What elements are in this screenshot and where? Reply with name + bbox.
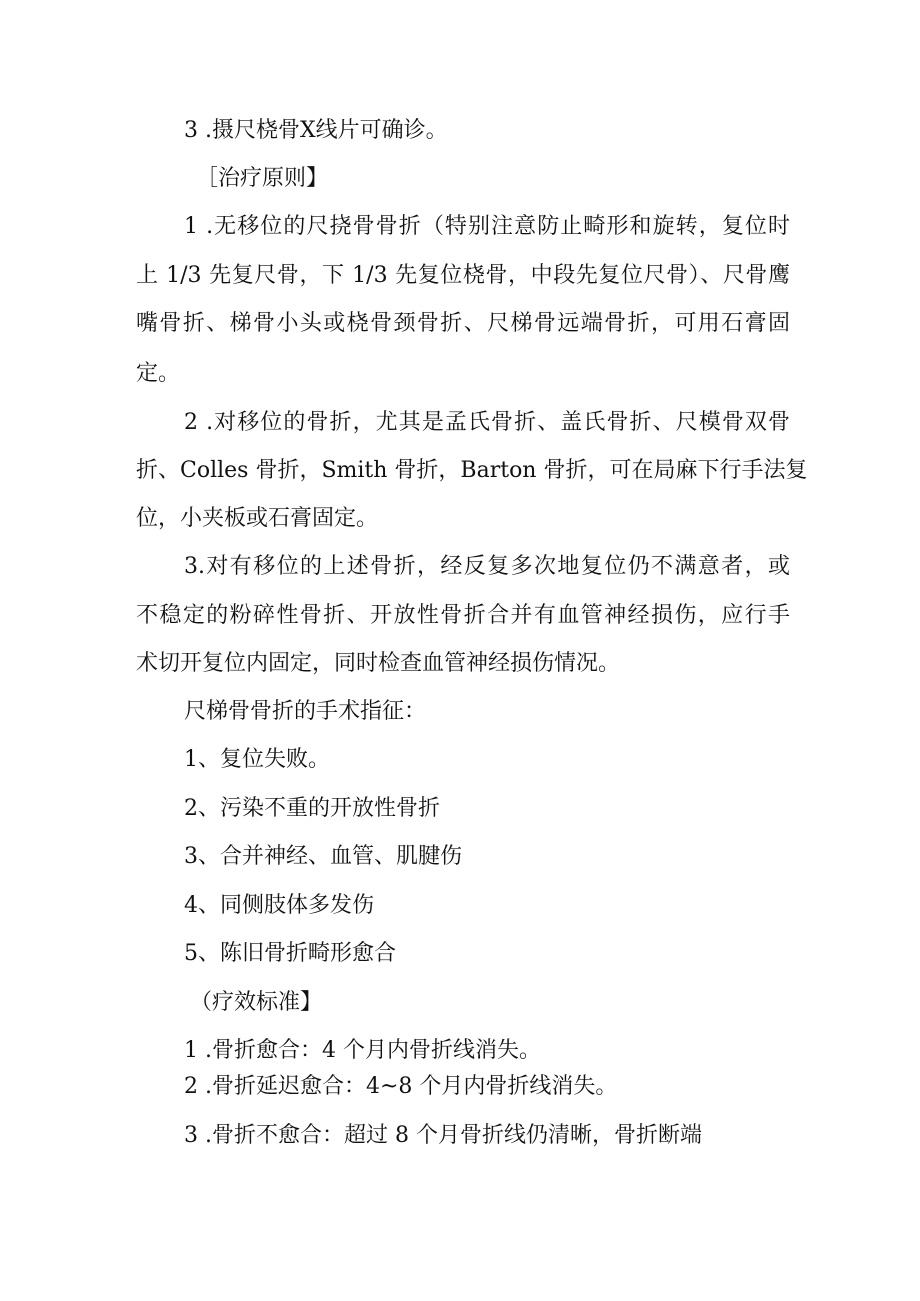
- treatment-2-line-3: 位，小夹板或石膏固定。: [136, 506, 379, 531]
- treatment-1-line-3: 嘴骨折、梯骨小头或桡骨颈骨折、尺梯骨远端骨折，可用石膏固: [136, 311, 790, 336]
- treatment-2-line-2: 折、Colles 骨折，Smith 骨折，Barton 骨折，可在局麻下行手法复: [136, 458, 808, 483]
- surgical-indication-2: 2、污染不重的开放性骨折: [184, 796, 440, 821]
- surgical-indication-4: 4、同侧肢体多发伤: [184, 893, 374, 918]
- treatment-2-line-1: 2 .对移位的骨折，尤其是孟氏骨折、盖氏骨折、尺模骨双骨: [184, 410, 790, 435]
- heading-efficacy-criteria: （疗效标准】: [190, 990, 323, 1015]
- treatment-3-line-1: 3.对有移位的上述骨折，经反复多次地复位仍不满意者，或: [184, 554, 790, 579]
- criteria-2: 2 .骨折延迟愈合：4~8 个月内骨折线消失。: [184, 1074, 618, 1099]
- surgical-indication-5: 5、陈旧骨折畸形愈合: [184, 941, 396, 966]
- surgical-indication-3: 3、合并神经、血管、肌腱伤: [184, 844, 462, 869]
- criteria-1: 1 .骨折愈合：4 个月内骨折线消失。: [184, 1038, 541, 1063]
- treatment-1-line-1: 1 .无移位的尺挠骨骨折（特别注意防止畸形和旋转，复位时: [184, 214, 790, 239]
- surgical-indication-1: 1、复位失败。: [184, 747, 330, 772]
- heading-surgical-indications: 尺梯骨骨折的手术指征：: [184, 699, 427, 724]
- treatment-1-line-4: 定。: [136, 361, 181, 386]
- treatment-1-line-2: 上 1/3 先复尺骨，下 1/3 先复位桡骨，中段先复位尺骨）、尺骨鹰: [136, 263, 790, 288]
- paragraph-xray-diagnosis: 3 .摄尺桡骨X线片可确诊。: [184, 118, 448, 143]
- treatment-3-line-2: 不稳定的粉碎性骨折、开放性骨折合并有血管神经损伤，应行手: [136, 603, 790, 628]
- criteria-3: 3 .骨折不愈合：超过 8 个月骨折线仍清晰，骨折断端: [184, 1123, 702, 1148]
- treatment-3-line-3: 术切开复位内固定，同时检查血管神经损伤情况。: [136, 651, 621, 676]
- heading-treatment-principles: ［治疗原则】: [196, 166, 329, 191]
